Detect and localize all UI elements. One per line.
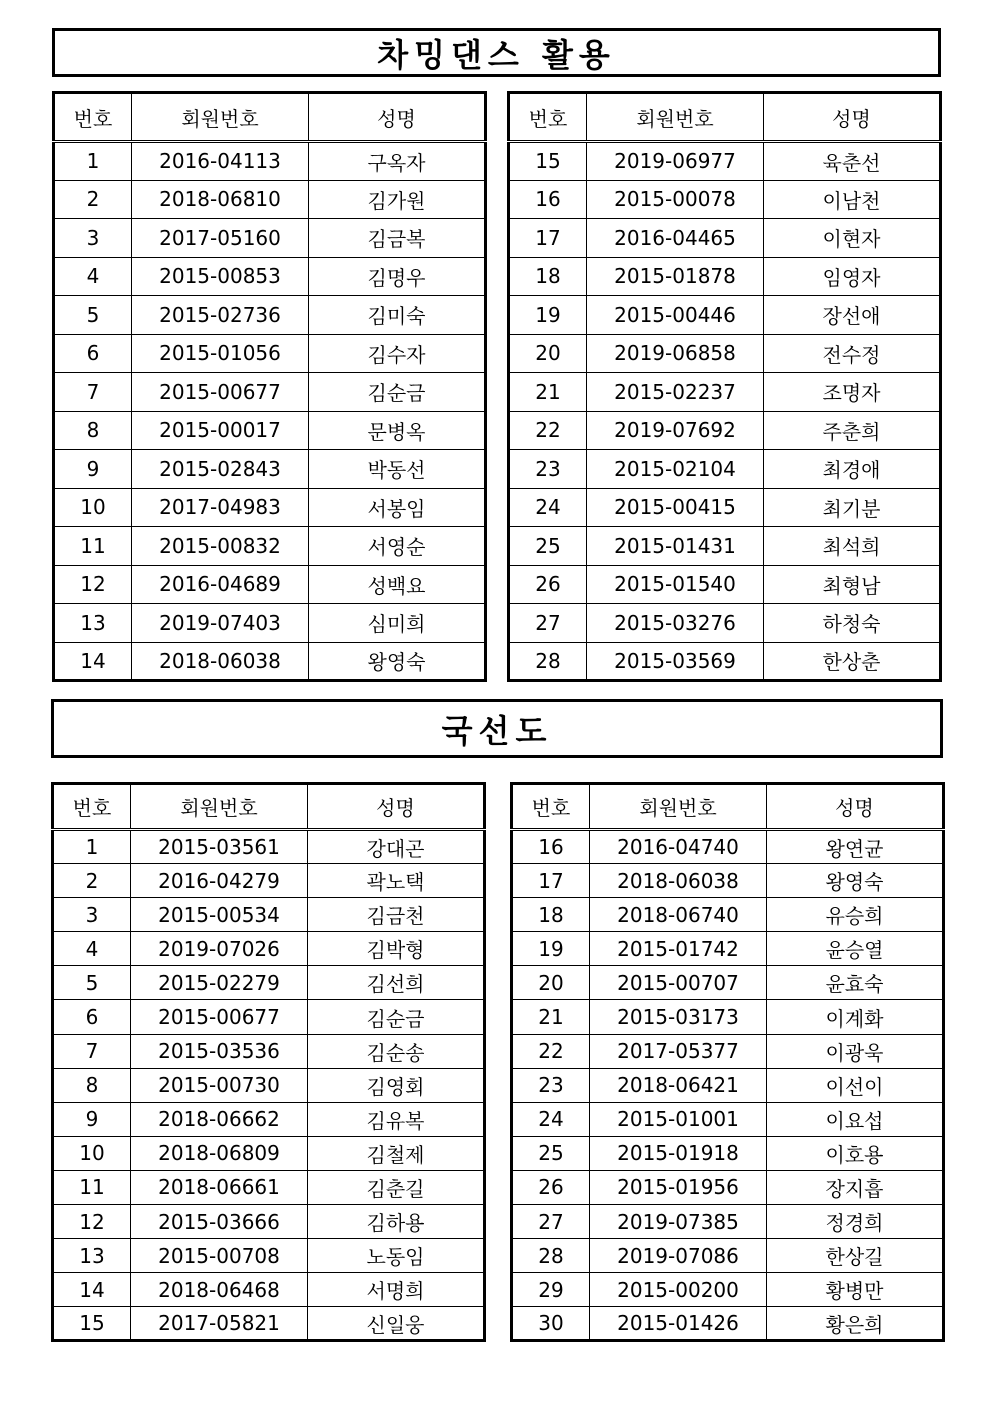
table-row — [54, 488, 486, 527]
row-number: 20 — [512, 966, 590, 1000]
member-id: 2015-00707 — [590, 966, 767, 1000]
member-id: 2019-07692 — [587, 411, 764, 450]
member-name: 이요섭 — [767, 1102, 944, 1136]
member-name: 김금천 — [308, 898, 485, 932]
table-row — [512, 1136, 944, 1170]
charming-dance-table-right — [507, 91, 942, 682]
member-id: 2018-06810 — [132, 180, 309, 219]
row-number: 6 — [54, 334, 132, 373]
member-id: 2019-07026 — [131, 932, 308, 966]
row-number: 21 — [512, 1000, 590, 1034]
table-row — [512, 966, 944, 1000]
table-row — [53, 864, 485, 898]
row-number: 4 — [53, 932, 131, 966]
row-number: 23 — [512, 1068, 590, 1102]
row-number: 19 — [509, 296, 587, 335]
header-member-id: 회원번호 — [590, 784, 767, 830]
member-name: 최석희 — [764, 527, 941, 566]
member-id: 2015-03569 — [587, 642, 764, 681]
row-number: 7 — [53, 1034, 131, 1068]
table-row — [512, 1205, 944, 1239]
table-row — [509, 642, 941, 681]
member-name: 구옥자 — [309, 142, 486, 181]
member-id: 2015-01431 — [587, 527, 764, 566]
member-id: 2018-06740 — [590, 898, 767, 932]
header-number: 번호 — [512, 784, 590, 830]
member-id: 2015-00446 — [587, 296, 764, 335]
table-row — [53, 898, 485, 932]
row-number: 2 — [54, 180, 132, 219]
member-id: 2015-03666 — [131, 1205, 308, 1239]
member-name: 윤효숙 — [767, 966, 944, 1000]
row-number: 16 — [512, 830, 590, 864]
row-number: 16 — [509, 180, 587, 219]
member-name: 곽노택 — [308, 864, 485, 898]
member-name: 김미숙 — [309, 296, 486, 335]
member-id: 2015-01540 — [587, 565, 764, 604]
header-number: 번호 — [509, 93, 587, 142]
table-row — [53, 830, 485, 864]
table-row — [509, 142, 941, 181]
charming-dance-table-left — [52, 91, 487, 682]
member-id: 2016-04113 — [132, 142, 309, 181]
member-id: 2017-05821 — [131, 1307, 308, 1341]
table-row — [509, 334, 941, 373]
table-row — [53, 1307, 485, 1341]
member-name: 김춘길 — [308, 1170, 485, 1204]
row-number: 17 — [512, 864, 590, 898]
row-number: 29 — [512, 1273, 590, 1307]
table-row — [54, 527, 486, 566]
table-row — [53, 1102, 485, 1136]
member-name: 서봉임 — [309, 488, 486, 527]
member-name: 김수자 — [309, 334, 486, 373]
member-id: 2015-03276 — [587, 604, 764, 643]
member-id: 2015-00017 — [132, 411, 309, 450]
table-row — [512, 864, 944, 898]
row-number: 24 — [512, 1102, 590, 1136]
row-number: 26 — [509, 565, 587, 604]
table-row — [54, 334, 486, 373]
member-name: 이호용 — [767, 1136, 944, 1170]
member-id: 2016-04465 — [587, 219, 764, 258]
member-name: 김철제 — [308, 1136, 485, 1170]
table-row — [53, 1273, 485, 1307]
header-number: 번호 — [54, 93, 132, 142]
row-number: 12 — [54, 565, 132, 604]
table-row — [509, 296, 941, 335]
row-number: 4 — [54, 257, 132, 296]
member-name: 왕연균 — [767, 830, 944, 864]
header-member-id: 회원번호 — [132, 93, 309, 142]
member-name: 김가원 — [309, 180, 486, 219]
row-number: 11 — [54, 527, 132, 566]
member-name: 조명자 — [764, 373, 941, 412]
header-name: 성명 — [767, 784, 944, 830]
member-name: 왕영숙 — [767, 864, 944, 898]
row-number: 23 — [509, 450, 587, 489]
table-row — [509, 604, 941, 643]
member-id: 2015-00415 — [587, 488, 764, 527]
table-row — [53, 1000, 485, 1034]
row-number: 18 — [509, 257, 587, 296]
table-row — [54, 257, 486, 296]
member-id: 2018-06421 — [590, 1068, 767, 1102]
table-row — [53, 966, 485, 1000]
table-row — [53, 1170, 485, 1204]
member-name: 유승희 — [767, 898, 944, 932]
member-id: 2015-01742 — [590, 932, 767, 966]
table-row — [512, 1068, 944, 1102]
member-name: 이남천 — [764, 180, 941, 219]
row-number: 13 — [54, 604, 132, 643]
member-id: 2015-03536 — [131, 1034, 308, 1068]
member-id: 2015-01426 — [590, 1307, 767, 1341]
member-id: 2019-07385 — [590, 1205, 767, 1239]
row-number: 28 — [509, 642, 587, 681]
row-number: 20 — [509, 334, 587, 373]
member-id: 2015-00677 — [131, 1000, 308, 1034]
table-row — [53, 1068, 485, 1102]
member-name: 이광욱 — [767, 1034, 944, 1068]
table-row — [54, 450, 486, 489]
member-name: 한상길 — [767, 1239, 944, 1273]
member-id: 2015-02104 — [587, 450, 764, 489]
member-name: 심미희 — [309, 604, 486, 643]
row-number: 14 — [54, 642, 132, 681]
member-id: 2018-06038 — [132, 642, 309, 681]
table-row — [509, 180, 941, 219]
row-number: 9 — [54, 450, 132, 489]
table-row — [509, 527, 941, 566]
member-id: 2015-03173 — [590, 1000, 767, 1034]
row-number: 27 — [509, 604, 587, 643]
member-id: 2019-06977 — [587, 142, 764, 181]
table-row — [509, 450, 941, 489]
member-name: 왕영숙 — [309, 642, 486, 681]
member-name: 성백요 — [309, 565, 486, 604]
member-name: 서명희 — [308, 1273, 485, 1307]
member-name: 김박형 — [308, 932, 485, 966]
member-name: 정경희 — [767, 1205, 944, 1239]
row-number: 24 — [509, 488, 587, 527]
row-number: 2 — [53, 864, 131, 898]
member-id: 2019-06858 — [587, 334, 764, 373]
member-name: 이선이 — [767, 1068, 944, 1102]
member-name: 육춘선 — [764, 142, 941, 181]
table-row — [512, 1273, 944, 1307]
table-row — [54, 565, 486, 604]
table-row — [54, 642, 486, 681]
table-row — [54, 180, 486, 219]
member-name: 김하용 — [308, 1205, 485, 1239]
member-id: 2016-04279 — [131, 864, 308, 898]
member-name: 서영순 — [309, 527, 486, 566]
row-number: 22 — [512, 1034, 590, 1068]
member-name: 장선애 — [764, 296, 941, 335]
row-number: 22 — [509, 411, 587, 450]
table-row — [509, 411, 941, 450]
header-name: 성명 — [309, 93, 486, 142]
table-row — [53, 1136, 485, 1170]
row-number: 28 — [512, 1239, 590, 1273]
table-row — [512, 1034, 944, 1068]
member-name: 김영회 — [308, 1068, 485, 1102]
header-number: 번호 — [53, 784, 131, 830]
member-name: 노동임 — [308, 1239, 485, 1273]
member-id: 2017-05160 — [132, 219, 309, 258]
member-id: 2019-07086 — [590, 1239, 767, 1273]
row-number: 8 — [54, 411, 132, 450]
member-id: 2015-00708 — [131, 1239, 308, 1273]
member-name: 한상춘 — [764, 642, 941, 681]
header-name: 성명 — [764, 93, 941, 142]
member-id: 2015-00677 — [132, 373, 309, 412]
table-row — [54, 373, 486, 412]
table-row — [512, 1170, 944, 1204]
table-row — [53, 1239, 485, 1273]
row-number: 10 — [54, 488, 132, 527]
member-name: 주춘희 — [764, 411, 941, 450]
member-id: 2015-02279 — [131, 966, 308, 1000]
member-name: 김순금 — [308, 1000, 485, 1034]
row-number: 5 — [53, 966, 131, 1000]
member-name: 신일웅 — [308, 1307, 485, 1341]
table-row — [54, 411, 486, 450]
member-id: 2018-06468 — [131, 1273, 308, 1307]
row-number: 3 — [54, 219, 132, 258]
member-id: 2015-01056 — [132, 334, 309, 373]
member-name: 전수정 — [764, 334, 941, 373]
member-id: 2015-02237 — [587, 373, 764, 412]
row-number: 15 — [509, 142, 587, 181]
member-id: 2018-06038 — [590, 864, 767, 898]
table-row — [512, 898, 944, 932]
table-row — [54, 296, 486, 335]
table-row — [509, 565, 941, 604]
row-number: 30 — [512, 1307, 590, 1341]
member-id: 2015-01878 — [587, 257, 764, 296]
member-name: 김금복 — [309, 219, 486, 258]
row-number: 15 — [53, 1307, 131, 1341]
member-name: 하청숙 — [764, 604, 941, 643]
member-name: 최경애 — [764, 450, 941, 489]
member-id: 2015-01918 — [590, 1136, 767, 1170]
row-number: 18 — [512, 898, 590, 932]
member-id: 2015-02736 — [132, 296, 309, 335]
member-name: 김순금 — [309, 373, 486, 412]
row-number: 6 — [53, 1000, 131, 1034]
member-name: 김유복 — [308, 1102, 485, 1136]
table-row — [512, 1307, 944, 1341]
table-row — [509, 373, 941, 412]
member-id: 2016-04740 — [590, 830, 767, 864]
member-name: 김명우 — [309, 257, 486, 296]
member-id: 2015-00534 — [131, 898, 308, 932]
member-name: 박동선 — [309, 450, 486, 489]
member-name: 강대곤 — [308, 830, 485, 864]
member-name: 문병옥 — [309, 411, 486, 450]
row-number: 12 — [53, 1205, 131, 1239]
member-id: 2018-06662 — [131, 1102, 308, 1136]
member-name: 김선희 — [308, 966, 485, 1000]
member-id: 2018-06661 — [131, 1170, 308, 1204]
table-row — [53, 932, 485, 966]
member-name: 장지흡 — [767, 1170, 944, 1204]
member-name: 황은희 — [767, 1307, 944, 1341]
row-number: 21 — [509, 373, 587, 412]
header-member-id: 회원번호 — [587, 93, 764, 142]
member-name: 임영자 — [764, 257, 941, 296]
row-number: 13 — [53, 1239, 131, 1273]
member-id: 2015-03561 — [131, 830, 308, 864]
row-number: 25 — [512, 1136, 590, 1170]
section-title-kouksundo: 국선도 — [51, 699, 943, 758]
member-name: 이계화 — [767, 1000, 944, 1034]
table-row — [512, 1102, 944, 1136]
table-row — [512, 932, 944, 966]
row-number: 25 — [509, 527, 587, 566]
row-number: 26 — [512, 1170, 590, 1204]
row-number: 27 — [512, 1205, 590, 1239]
row-number: 7 — [54, 373, 132, 412]
kouksundo-table-right — [510, 782, 945, 1342]
table-row — [512, 1000, 944, 1034]
row-number: 11 — [53, 1170, 131, 1204]
row-number: 1 — [53, 830, 131, 864]
member-id: 2015-01956 — [590, 1170, 767, 1204]
member-id: 2016-04689 — [132, 565, 309, 604]
table-row — [53, 1205, 485, 1239]
member-id: 2015-00730 — [131, 1068, 308, 1102]
table-row — [509, 219, 941, 258]
table-row — [54, 219, 486, 258]
member-name: 최기분 — [764, 488, 941, 527]
member-name: 최형남 — [764, 565, 941, 604]
row-number: 9 — [53, 1102, 131, 1136]
member-id: 2019-07403 — [132, 604, 309, 643]
row-number: 17 — [509, 219, 587, 258]
table-row — [54, 604, 486, 643]
table-row — [509, 257, 941, 296]
header-member-id: 회원번호 — [131, 784, 308, 830]
row-number: 8 — [53, 1068, 131, 1102]
section-title-charming-dance: 차밍댄스 활용 — [52, 28, 941, 77]
table-row — [512, 830, 944, 864]
member-id: 2017-04983 — [132, 488, 309, 527]
member-id: 2015-00832 — [132, 527, 309, 566]
table-row — [53, 1034, 485, 1068]
kouksundo-table-left — [51, 782, 486, 1342]
member-name: 황병만 — [767, 1273, 944, 1307]
member-name: 김순송 — [308, 1034, 485, 1068]
header-name: 성명 — [308, 784, 485, 830]
member-id: 2017-05377 — [590, 1034, 767, 1068]
row-number: 19 — [512, 932, 590, 966]
member-id: 2015-00078 — [587, 180, 764, 219]
member-name: 이현자 — [764, 219, 941, 258]
member-id: 2015-00853 — [132, 257, 309, 296]
row-number: 5 — [54, 296, 132, 335]
table-row — [509, 488, 941, 527]
member-id: 2015-01001 — [590, 1102, 767, 1136]
member-name: 윤승열 — [767, 932, 944, 966]
table-row — [512, 1239, 944, 1273]
row-number: 3 — [53, 898, 131, 932]
member-id: 2015-02843 — [132, 450, 309, 489]
table-row — [54, 142, 486, 181]
row-number: 14 — [53, 1273, 131, 1307]
row-number: 10 — [53, 1136, 131, 1170]
member-id: 2015-00200 — [590, 1273, 767, 1307]
row-number: 1 — [54, 142, 132, 181]
member-id: 2018-06809 — [131, 1136, 308, 1170]
